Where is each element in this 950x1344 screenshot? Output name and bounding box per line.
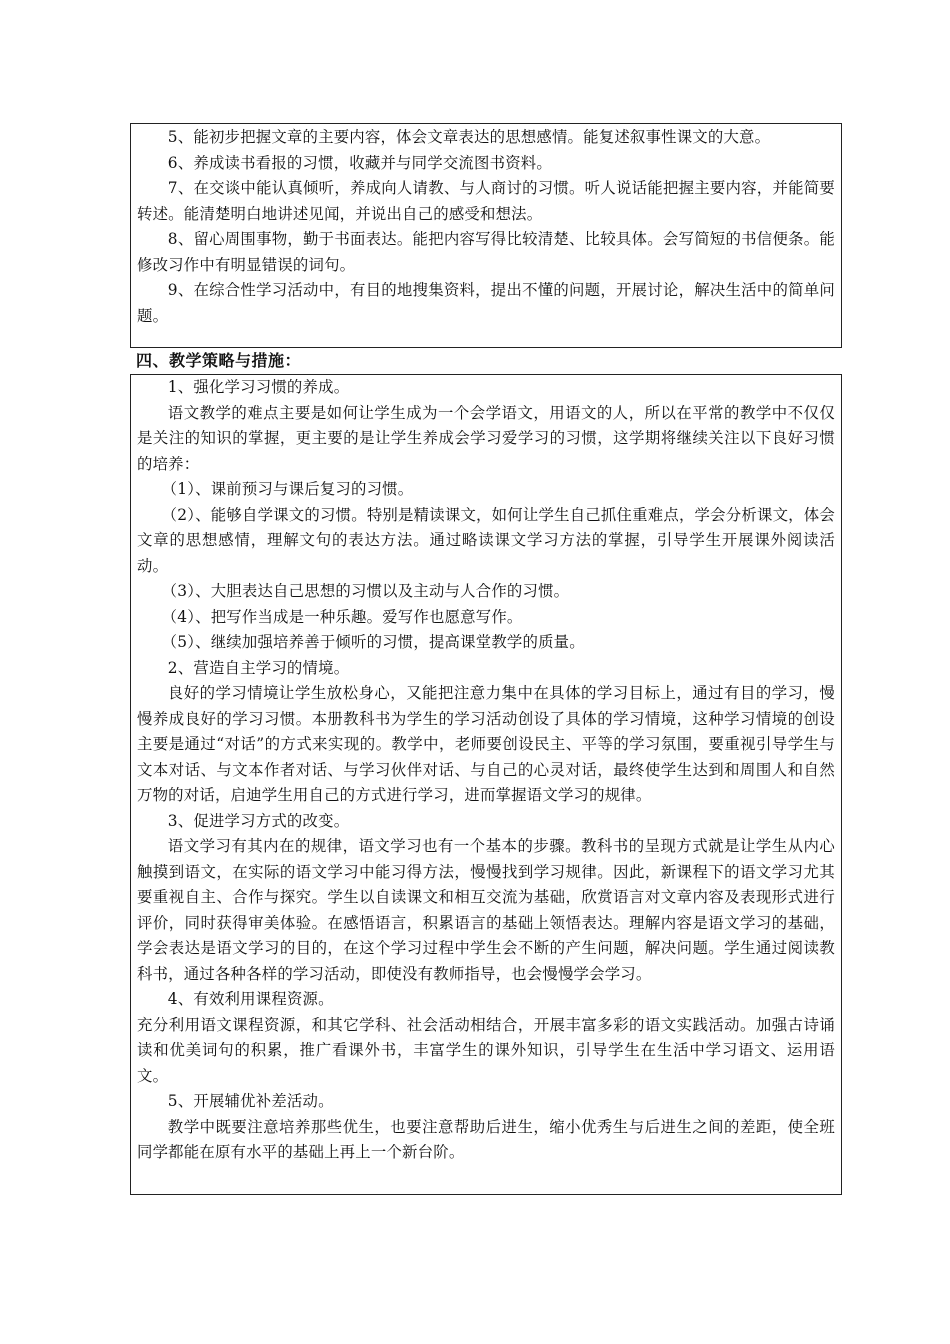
strategy-item-1-title: 1、强化学习习惯的养成。: [167, 378, 350, 396]
strategy-item-5-title: 5、开展辅优补差活动。: [167, 1092, 334, 1110]
goals-table-cell: [130, 123, 842, 348]
strategy-item-4-title: 4、有效利用课程资源。: [167, 990, 334, 1008]
strategy-item-1-body: 语文教学的难点主要是如何让学生成为一个会学语文，用语文的人，所以在平常的教学中不仅仅是关注的知识的掌握，更主要的是让学生养成会学习爱学习的习惯，这学期将继续关注以下良好习惯的培养：: [137, 403, 835, 473]
strategy-item-5-body: 教学中既要注意培养那些优生，也要注意帮助后进生，缩小优秀生与后进生之间的差距，使全班同学都能在原有水平的基础上再上一个新台阶。: [137, 1117, 835, 1161]
habit-item-2: （2）、能够自学课文的习惯。特别是精读课文，如何让学生自己抓住重难点，学会分析课文，体会文章的思想感情，理解文句的表达方法。通过略读课文学习方法的掌握，引导学生开展课外阅读活动。: [137, 505, 835, 575]
goal-item-9: 9、在综合性学习活动中，有目的地搜集资料，提出不懂的问题，开展讨论，解决生活中的简单问题。: [137, 281, 835, 325]
goal-item-6: 6、养成读书看报的习惯，收藏并与同学交流图书资料。: [167, 153, 552, 172]
section-heading-strategy: 四、教学策略与措施：: [136, 351, 302, 370]
strategy-item-3-title: 3、促进学习方式的改变。: [167, 811, 350, 830]
strategy-item-2-body: 良好的学习情境让学生放松身心，又能把注意力集中在具体的学习目标上，通过有目的学习，慢慢养成良好的学习习惯。本册教科书为学生的学习活动创设了具体的学习情境，这种学习情境的创设主要是通过“对话”的方式来实现的。教学中，老师要创设民主、平等的学习氛围，要重视引导学生与文本对话、与文本作者对话、与学习伙伴对话、与自己的心灵对话，最终使学生达到和周围人和自然万物的对话，启迪学生用自己的方式进行学习，进而掌握语文学习的规律。: [137, 684, 835, 804]
strategy-item-4-body: 充分利用语文课程资源，和其它学科、社会活动相结合，开展丰富多彩的语文实践活动。加强古诗诵读和优美词句的积累，推广看课外书，丰富学生的课外知识，引导学生在生活中学习语文、运用语文。: [137, 1015, 835, 1085]
strategy-table-cell: [130, 374, 842, 1195]
goal-item-8: 8、留心周围事物，勤于书面表达。能把内容写得比较清楚、比较具体。会写简短的书信便条。能修改习作中有明显错误的词句。: [137, 230, 835, 274]
habit-item-5: （5）、继续加强培养善于倾听的习惯，提高课堂教学的质量。: [161, 633, 585, 651]
strategy-item-2-title: 2、营造自主学习的情境。: [167, 658, 350, 677]
habit-item-1: （1）、课前预习与课后复习的习惯。: [161, 480, 414, 498]
goal-item-7: 7、在交谈中能认真倾听，养成向人请教、与人商讨的习惯。听人说话能把握主要内容，并能简要转述。能清楚明白地讲述见闻，并说出自己的感受和想法。: [137, 179, 835, 223]
goal-item-5: 5、能初步把握文章的主要内容，体会文章表达的思想感情。能复述叙事性课文的大意。: [167, 128, 771, 146]
strategy-item-3-body: 语文学习有其内在的规律，语文学习也有一个基本的步骤。教科书的呈现方式就是让学生从内心触摸到语文，在实际的语文学习中能习得方法，慢慢找到学习规律。因此，新课程下的语文学习尤其要重视自主、合作与探究。学生以自读课文和相互交流为基础，欣赏语言对文章内容及表现形式进行评价，同时获得审美体验。在感悟语言，积累语言的基础上领悟表达。理解内容是语文学习的基础，学会表达是语文学习的目的，在这个学习过程中学生会不断的产生问题，解决问题。学生通过阅读教科书，通过各种各样的学习活动，即使没有教师指导，也会慢慢学会学习。: [137, 837, 835, 983]
habit-item-3: （3）、大胆表达自己思想的习惯以及主动与人合作的习惯。: [161, 582, 570, 600]
habit-item-4: （4）、把写作当成是一种乐趣。爱写作也愿意写作。: [161, 607, 523, 626]
